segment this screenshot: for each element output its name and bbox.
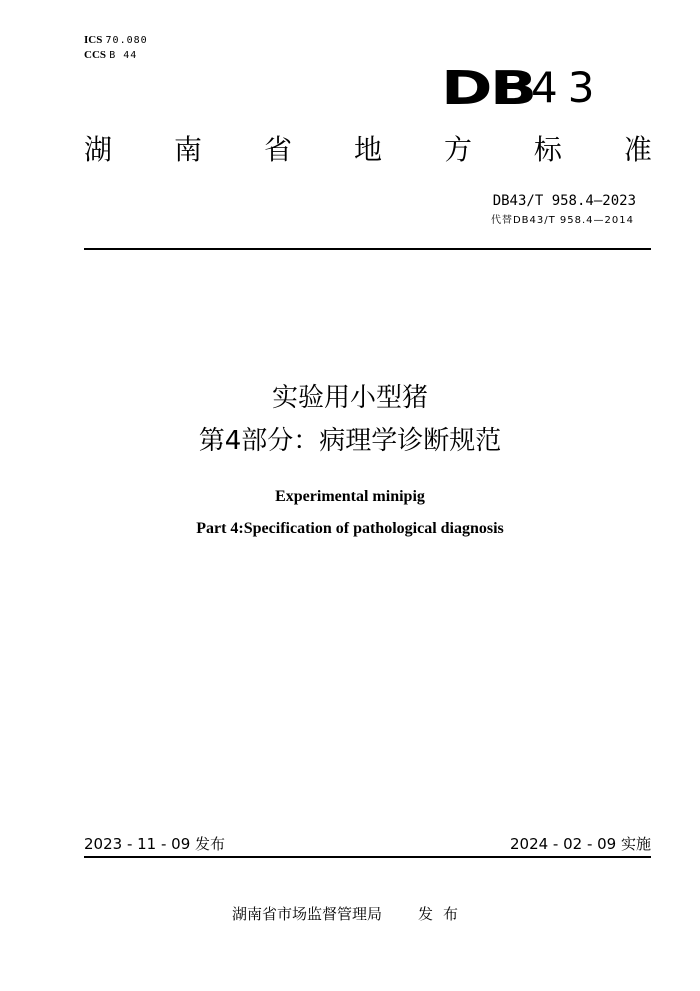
db-logo-mark: DB bbox=[441, 61, 535, 115]
standard-type-char: 南 bbox=[173, 133, 202, 166]
en-title-line1: Experimental minipig bbox=[275, 488, 425, 505]
publish-date: 2023 - 11 - 09 发布 bbox=[84, 835, 226, 853]
standard-number: DB43/T 958.4—2023 bbox=[492, 193, 636, 209]
en-title-line2: Part 4:Specification of pathological diagnosis bbox=[196, 520, 504, 537]
top-divider bbox=[84, 248, 651, 250]
replaces-standard: 代替DB43/T 958.4—2014 bbox=[490, 215, 634, 226]
standard-type-char: 标 bbox=[533, 133, 562, 166]
classification-codes bbox=[84, 33, 148, 63]
province-code: 43 bbox=[531, 63, 605, 112]
issuer-action: 发布 bbox=[418, 905, 469, 923]
standard-type-heading bbox=[84, 130, 652, 170]
ccs-code: CCS B 44 bbox=[84, 49, 138, 61]
implement-date: 2024 - 02 - 09 实施 bbox=[509, 835, 651, 853]
standard-type-char: 湖 bbox=[84, 133, 113, 166]
ics-code: ICS 70.080 bbox=[84, 34, 148, 46]
db-logo bbox=[441, 61, 605, 115]
issuer-org: 湖南省市场监督管理局 bbox=[231, 905, 382, 923]
cn-title-line1: 实验用小型猪 bbox=[271, 383, 428, 413]
standard-type-char: 准 bbox=[623, 133, 652, 166]
standard-type-char: 方 bbox=[443, 133, 472, 166]
standard-type-char: 地 bbox=[353, 133, 382, 166]
standard-type-char: 省 bbox=[263, 133, 292, 166]
bottom-divider bbox=[84, 856, 651, 858]
cn-title-line2: 第4部分：病理学诊断规范 bbox=[198, 426, 502, 456]
issuer bbox=[0, 904, 700, 924]
